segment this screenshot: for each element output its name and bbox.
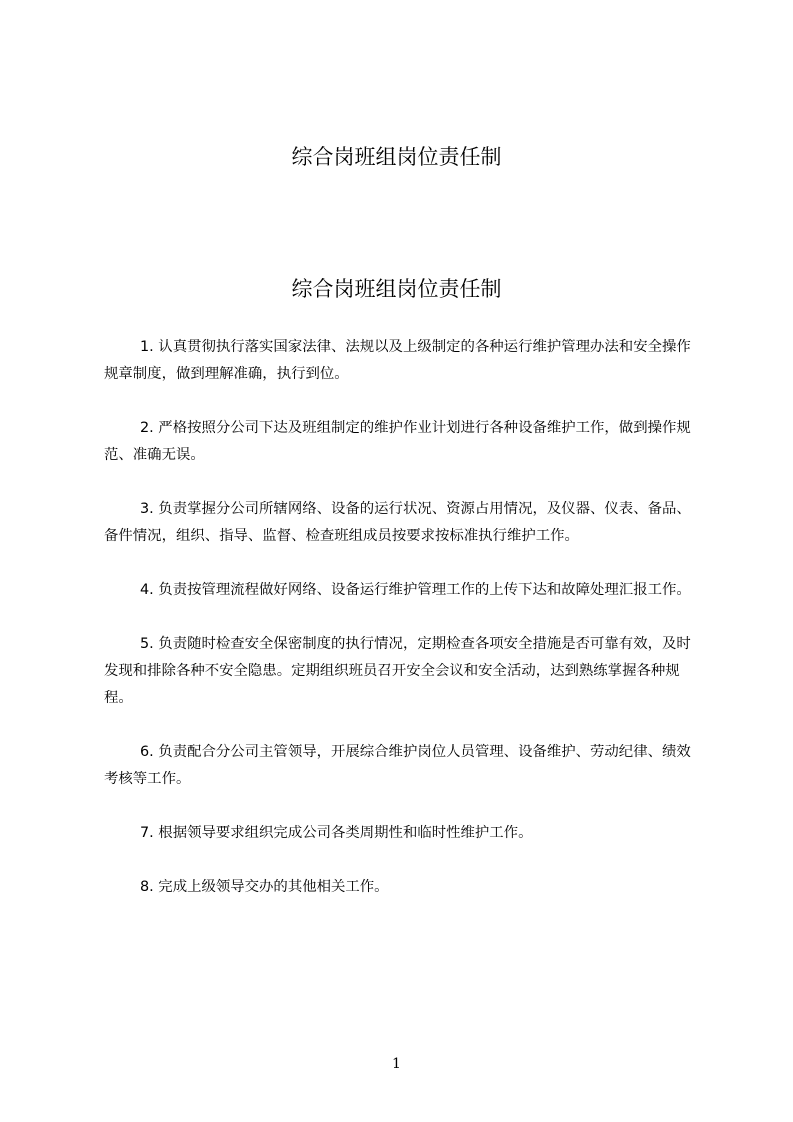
page-number: 1 xyxy=(392,1056,401,1072)
clause-6: 6. 负责配合分公司主管领导，开展综合维护岗位人员管理、设备维护、劳动纪律、绩效考核等工作。 xyxy=(104,744,691,787)
clause-7: 7. 根据领导要求组织完成公司各类周期性和临时性维护工作。 xyxy=(140,825,533,841)
clause-2: 2. 严格按照分公司下达及班组制定的维护作业计划进行各种设备维护工作，做到操作规范、准确无误。 xyxy=(104,420,691,463)
clause-4: 4. 负责按管理流程做好网络、设备运行维护管理工作的上传下达和故障处理汇报工作。 xyxy=(140,582,691,598)
clause-8: 8. 完成上级领导交办的其他相关工作。 xyxy=(140,879,389,895)
clause-5: 5. 负责随时检查安全保密制度的执行情况，定期检查各项安全措施是否可靠有效，及时发现和排除各种不安全隐患。定期组织班员召开安全会议和安全活动，达到熟练掌握各种规程。 xyxy=(104,636,691,706)
clause-1: 1. 认真贯彻执行落实国家法律、法规以及上级制定的各种运行维护管理办法和安全操作规章制度，做到理解准确，执行到位。 xyxy=(104,339,691,382)
document-title-top: 综合岗班组岗位责任制 xyxy=(291,145,502,169)
clause-list xyxy=(104,334,704,928)
document-title-main: 综合岗班组岗位责任制 xyxy=(291,277,502,301)
clause-3: 3. 负责掌握分公司所辖网络、设备的运行状况、资源占用情况，及仪器、仪表、备品、备件情况，组织、指导、监督、检查班组成员按要求按标准执行维护工作。 xyxy=(104,501,691,544)
